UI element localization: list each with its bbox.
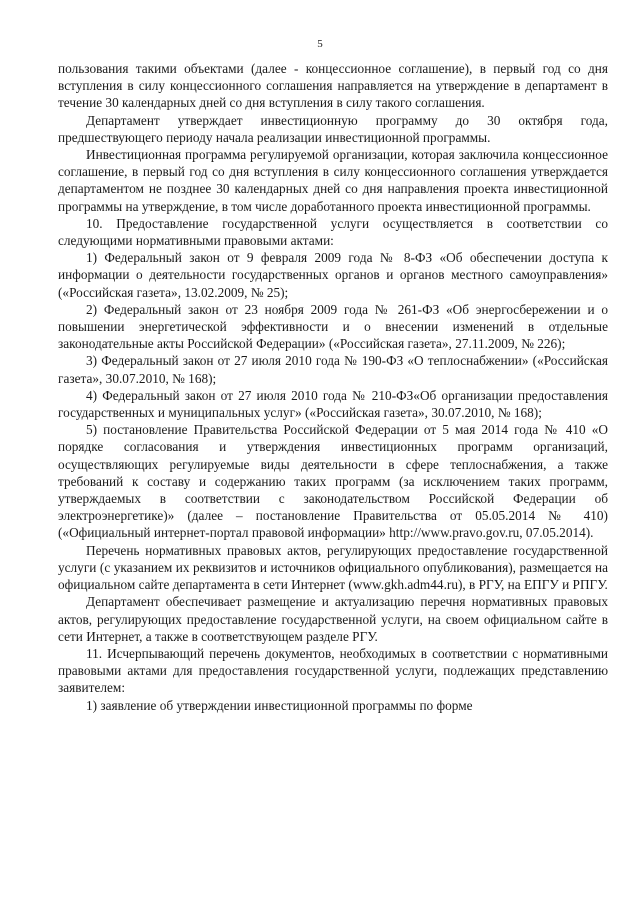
page-number: 5 [317,38,323,50]
paragraph: Департамент утверждает инвестиционную программу до 30 октября года, предшествующего периоду начала реализации инвестиционной программы. [58,112,608,145]
list-item: 1) заявление об утверждении инвестиционной программы по форме [86,697,473,713]
document-body [58,60,608,714]
list-item: 2) Федеральный закон от 23 ноября 2009 года № 261-ФЗ «Об энергосбережении и о повышении энергетической эффективности и о внесении изменений в отдельные законодательные акты Российской Федерации» («Российская газета», 27.11.2009, № 226); [58,301,608,352]
list-item: 5) постановление Правительства Российской Федерации от 5 мая 2014 года № 410 «О порядке согласования и утверждения инвестиционных программ организаций, осуществляющих регулируемые виды деятельности в сфере теплоснабжения, а также требований к составу и содержанию таких программ (за исключением таких программ, утверждаемых в соответствии с законодательством Российской Федерации об электроэнергетике)» (далее – постановление Правительства от 05.05.2014 № 410) («Официальный интернет-портал правовой информации» http://www.pravo.gov.ru, 07.05.2014). [58,422,608,541]
paragraph: 11. Исчерпывающий перечень документов, необходимых в соответствии с нормативными правовыми актами для предоставления государственной услуги, подлежащих представлению заявителем: [58,645,608,696]
paragraph: Перечень нормативных правовых актов, регулирующих предоставление государственной услуги (с указанием их реквизитов и источников официального опубликования), размещается на официальном сайте департамента в сети Интернет (www.gkh.adm44.ru), в РГУ, на ЕПГУ и РПГУ. [58,542,608,593]
list-item: 4) Федеральный закон от 27 июля 2010 года № 210-ФЗ«Об организации предоставления государственных и муниципальных услуг» («Российская газета», 30.07.2010, № 168); [58,387,608,421]
list-item: 1) Федеральный закон от 9 февраля 2009 года № 8-ФЗ «Об обеспечении доступа к информации о деятельности государственных органов и органов местного самоуправления» («Российская газета», 13.02.2009, № 25); [58,250,608,300]
paragraph: Департамент обеспечивает размещение и актуализацию перечня нормативных правовых актов, регулирующих предоставление государственной услуги, на своем официальном сайте в сети Интернет, а также в соответствующем разделе РГУ. [58,594,608,644]
list-item: 3) Федеральный закон от 27 июля 2010 года № 190-ФЗ «О теплоснабжении» («Российская газета», 30.07.2010, № 168); [58,353,608,386]
paragraph: Инвестиционная программа регулируемой организации, которая заключила концессионное соглашение, в первый год со дня вступления в силу концессионного соглашения утверждается департаментом не позднее 30 календарных дней со дня направления проекта инвестиционной программы на утверждение, в том числе доработанного проекта инвестиционной программы. [58,147,608,214]
paragraph: пользования такими объектами (далее - концессионное соглашение), в первый год со дня вступления в силу концессионного соглашения направляется на утверждение в департамент в течение 30 календарных дней со дня вступления в силу такого соглашения. [58,61,608,111]
paragraph: 10. Предоставление государственной услуги осуществляется в соответствии со следующими нормативными правовыми актами: [58,215,608,249]
